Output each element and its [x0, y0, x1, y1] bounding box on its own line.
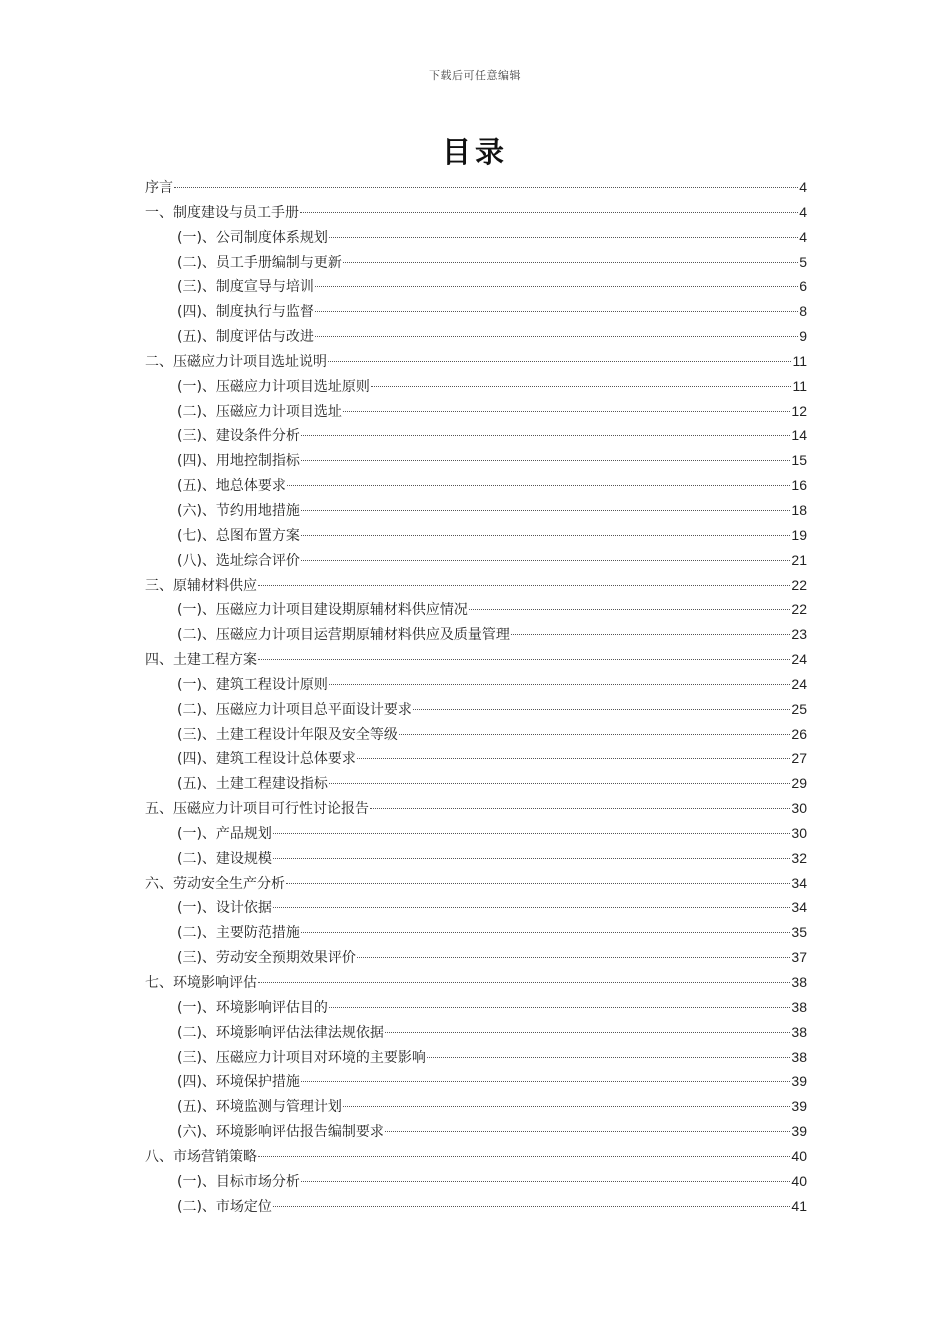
toc-section-entry[interactable]	[145, 250, 807, 275]
toc-entry-title: (一)、压磁应力计项目选址原则	[177, 378, 370, 395]
toc-dot-leader	[273, 907, 790, 908]
toc-dot-leader	[315, 286, 798, 287]
toc-dot-leader	[258, 659, 790, 660]
toc-entry-title: (一)、设计依据	[177, 900, 272, 917]
toc-dot-leader	[300, 212, 798, 213]
toc-entry-title: (五)、地总体要求	[177, 478, 286, 495]
toc-page-number: 4	[799, 203, 807, 220]
toc-section-entry[interactable]	[145, 1094, 807, 1119]
toc-page-number: 16	[791, 477, 807, 494]
toc-section-entry[interactable]	[145, 1194, 807, 1219]
toc-dot-leader	[427, 1057, 790, 1058]
toc-section-entry[interactable]	[145, 473, 807, 498]
toc-section-entry[interactable]	[145, 1069, 807, 1094]
toc-entry-title: (二)、主要防范措施	[177, 925, 300, 942]
toc-page-number: 37	[791, 949, 807, 966]
toc-section-entry[interactable]	[145, 995, 807, 1020]
toc-section-entry[interactable]	[145, 597, 807, 622]
toc-page-number: 22	[791, 601, 807, 618]
toc-dot-leader	[301, 510, 790, 511]
table-of-contents	[145, 175, 807, 1218]
toc-entry-title: (一)、环境影响评估目的	[177, 999, 328, 1016]
toc-dot-leader	[343, 1106, 790, 1107]
toc-dot-leader	[258, 585, 790, 586]
toc-section-entry[interactable]	[145, 821, 807, 846]
toc-entry-title: 五、压磁应力计项目可行性讨论报告	[145, 801, 369, 818]
toc-dot-leader	[343, 411, 790, 412]
toc-chapter-entry[interactable]	[145, 175, 807, 200]
toc-entry-title: (四)、建筑工程设计总体要求	[177, 751, 356, 768]
toc-dot-leader	[301, 1181, 790, 1182]
toc-page-number: 21	[791, 551, 807, 568]
toc-entry-title: (一)、目标市场分析	[177, 1173, 300, 1190]
toc-page-number: 40	[791, 1172, 807, 1189]
toc-dot-leader	[385, 1032, 790, 1033]
toc-page-number: 38	[791, 974, 807, 990]
toc-page-number: 9	[799, 328, 807, 345]
toc-title: 目录	[441, 135, 508, 169]
toc-chapter-entry[interactable]	[145, 796, 807, 821]
toc-entry-title: (一)、压磁应力计项目建设期原辅材料供应情况	[177, 602, 468, 619]
toc-page-number: 38	[791, 998, 807, 1015]
toc-entry-title: (二)、压磁应力计项目总平面设计要求	[177, 701, 412, 718]
toc-section-entry[interactable]	[145, 945, 807, 970]
toc-page-number: 24	[791, 675, 807, 692]
toc-entry-title: (四)、用地控制指标	[177, 453, 300, 470]
toc-page-number: 38	[791, 1023, 807, 1040]
toc-entry-title: (二)、员工手册编制与更新	[177, 254, 342, 271]
toc-section-entry[interactable]	[145, 1119, 807, 1144]
toc-entry-title: (三)、劳动安全预期效果评价	[177, 950, 356, 967]
toc-page-number: 32	[791, 849, 807, 866]
toc-section-entry[interactable]	[145, 697, 807, 722]
toc-page-number: 41	[791, 1197, 807, 1214]
toc-entry-title: 三、原辅材料供应	[145, 577, 257, 594]
toc-page-number: 19	[791, 526, 807, 543]
toc-page-number: 11	[792, 377, 807, 394]
toc-entry-title: 七、环境影响评估	[145, 975, 257, 991]
toc-dot-leader	[273, 1206, 790, 1207]
toc-page-number: 29	[791, 775, 807, 792]
toc-dot-leader	[370, 808, 790, 809]
toc-chapter-entry[interactable]	[145, 647, 807, 672]
toc-page-number: 39	[791, 1123, 807, 1140]
toc-entry-title: (三)、压磁应力计项目对环境的主要影响	[177, 1049, 426, 1066]
toc-entry-title: (五)、环境监测与管理计划	[177, 1099, 342, 1116]
toc-section-entry[interactable]	[145, 324, 807, 349]
toc-section-entry[interactable]	[145, 622, 807, 647]
toc-chapter-entry[interactable]	[145, 200, 807, 225]
toc-dot-leader	[511, 634, 790, 635]
toc-entry-title: (四)、环境保护措施	[177, 1074, 300, 1091]
toc-section-entry[interactable]	[145, 1020, 807, 1045]
toc-page-number: 27	[791, 750, 807, 767]
toc-entry-title: (三)、建设条件分析	[177, 428, 300, 445]
toc-section-entry[interactable]	[145, 1169, 807, 1194]
toc-entry-title: (二)、压磁应力计项目选址	[177, 403, 342, 420]
toc-page-number: 26	[791, 725, 807, 742]
toc-entry-title: (六)、节约用地措施	[177, 502, 300, 519]
toc-entry-title: (二)、市场定位	[177, 1198, 272, 1215]
toc-entry-title: (二)、环境影响评估法律法规依据	[177, 1024, 384, 1041]
page-header-note: 下载后可任意编辑	[429, 69, 521, 82]
toc-chapter-entry[interactable]	[145, 1144, 807, 1169]
toc-page-number: 18	[791, 501, 807, 518]
toc-dot-leader	[399, 734, 790, 735]
toc-dot-leader	[413, 709, 790, 710]
toc-section-entry[interactable]	[145, 920, 807, 945]
toc-page-number: 25	[791, 700, 807, 717]
toc-dot-leader	[329, 237, 798, 238]
toc-entry-title: (五)、制度评估与改进	[177, 329, 314, 346]
toc-page-number: 35	[791, 924, 807, 941]
toc-chapter-entry[interactable]	[145, 871, 807, 896]
toc-page-number: 30	[791, 824, 807, 841]
toc-dot-leader	[315, 311, 798, 312]
toc-page-number: 12	[791, 402, 807, 419]
toc-entry-title: (一)、公司制度体系规划	[177, 229, 328, 246]
toc-chapter-entry[interactable]	[145, 573, 807, 598]
toc-dot-leader	[301, 535, 790, 536]
toc-entry-title: 六、劳动安全生产分析	[145, 875, 285, 892]
toc-entry-title: (二)、压磁应力计项目运营期原辅材料供应及质量管理	[177, 627, 510, 644]
toc-page-number: 14	[791, 427, 807, 444]
toc-page-number: 6	[799, 278, 807, 295]
toc-section-entry[interactable]	[145, 423, 807, 448]
toc-entry-title: (四)、制度执行与监督	[177, 304, 314, 321]
toc-page-number: 11	[792, 352, 807, 369]
toc-entry-title: (一)、建筑工程设计原则	[177, 676, 328, 693]
toc-section-entry[interactable]	[145, 1045, 807, 1070]
toc-section-entry[interactable]	[145, 399, 807, 424]
toc-page-number: 30	[791, 800, 807, 817]
toc-dot-leader	[174, 187, 798, 188]
toc-section-entry[interactable]	[145, 448, 807, 473]
toc-page-number: 5	[799, 253, 807, 270]
toc-page-number: 23	[791, 626, 807, 643]
toc-dot-leader	[329, 1007, 790, 1008]
toc-page-number: 39	[791, 1098, 807, 1115]
toc-page-number: 39	[791, 1073, 807, 1090]
toc-dot-leader	[286, 883, 790, 884]
toc-entry-title: (三)、制度宣导与培训	[177, 279, 314, 296]
toc-entry-title: (六)、环境影响评估报告编制要求	[177, 1124, 384, 1141]
toc-page-number: 24	[791, 651, 807, 668]
toc-dot-leader	[301, 1081, 790, 1082]
toc-dot-leader	[258, 1156, 790, 1157]
toc-dot-leader	[385, 1131, 790, 1132]
toc-dot-leader	[301, 460, 790, 461]
toc-dot-leader	[357, 957, 790, 958]
toc-dot-leader	[315, 336, 798, 337]
toc-dot-leader	[287, 485, 790, 486]
toc-section-entry[interactable]	[145, 225, 807, 250]
toc-dot-leader	[329, 783, 790, 784]
toc-dot-leader	[301, 435, 790, 436]
toc-dot-leader	[273, 833, 790, 834]
toc-entry-title: (三)、土建工程设计年限及安全等级	[177, 726, 398, 743]
toc-entry-title: 一、制度建设与员工手册	[145, 204, 299, 221]
toc-section-entry[interactable]	[145, 299, 807, 324]
toc-dot-leader	[301, 560, 790, 561]
toc-section-entry[interactable]	[145, 895, 807, 920]
toc-page-number: 4	[799, 228, 807, 245]
toc-page-number: 40	[791, 1147, 807, 1164]
toc-dot-leader	[357, 758, 790, 759]
toc-dot-leader	[469, 609, 790, 610]
toc-section-entry[interactable]	[145, 746, 807, 771]
toc-dot-leader	[301, 932, 790, 933]
toc-entry-title: (八)、选址综合评价	[177, 552, 300, 569]
toc-section-entry[interactable]	[145, 548, 807, 573]
toc-page-number: 8	[799, 303, 807, 320]
toc-dot-leader	[329, 684, 790, 685]
toc-section-entry[interactable]	[145, 374, 807, 399]
toc-page-number: 38	[791, 1048, 807, 1065]
toc-section-entry[interactable]	[145, 274, 807, 299]
toc-section-entry[interactable]	[145, 722, 807, 747]
toc-entry-title: 序言	[145, 180, 173, 196]
toc-dot-leader	[343, 262, 798, 263]
toc-chapter-entry[interactable]	[145, 970, 807, 995]
toc-entry-title: 四、土建工程方案	[145, 652, 257, 669]
toc-entry-title: (七)、总图布置方案	[177, 527, 300, 544]
toc-section-entry[interactable]	[145, 498, 807, 523]
toc-section-entry[interactable]	[145, 771, 807, 796]
toc-entry-title: (五)、土建工程建设指标	[177, 776, 328, 793]
toc-entry-title: 二、压磁应力计项目选址说明	[145, 353, 327, 370]
toc-page-number: 34	[791, 899, 807, 916]
toc-section-entry[interactable]	[145, 523, 807, 548]
toc-dot-leader	[258, 982, 790, 983]
toc-entry-title: (一)、产品规划	[177, 825, 272, 842]
toc-section-entry[interactable]	[145, 672, 807, 697]
toc-chapter-entry[interactable]	[145, 349, 807, 374]
toc-dot-leader	[328, 361, 791, 362]
toc-page-number: 22	[791, 576, 807, 593]
toc-entry-title: (二)、建设规模	[177, 850, 272, 867]
toc-dot-leader	[371, 386, 792, 387]
toc-entry-title: 八、市场营销策略	[145, 1148, 257, 1165]
toc-page-number: 34	[791, 874, 807, 891]
toc-dot-leader	[273, 858, 790, 859]
toc-page-number: 15	[791, 452, 807, 469]
toc-page-number: 4	[799, 179, 807, 195]
toc-section-entry[interactable]	[145, 846, 807, 871]
